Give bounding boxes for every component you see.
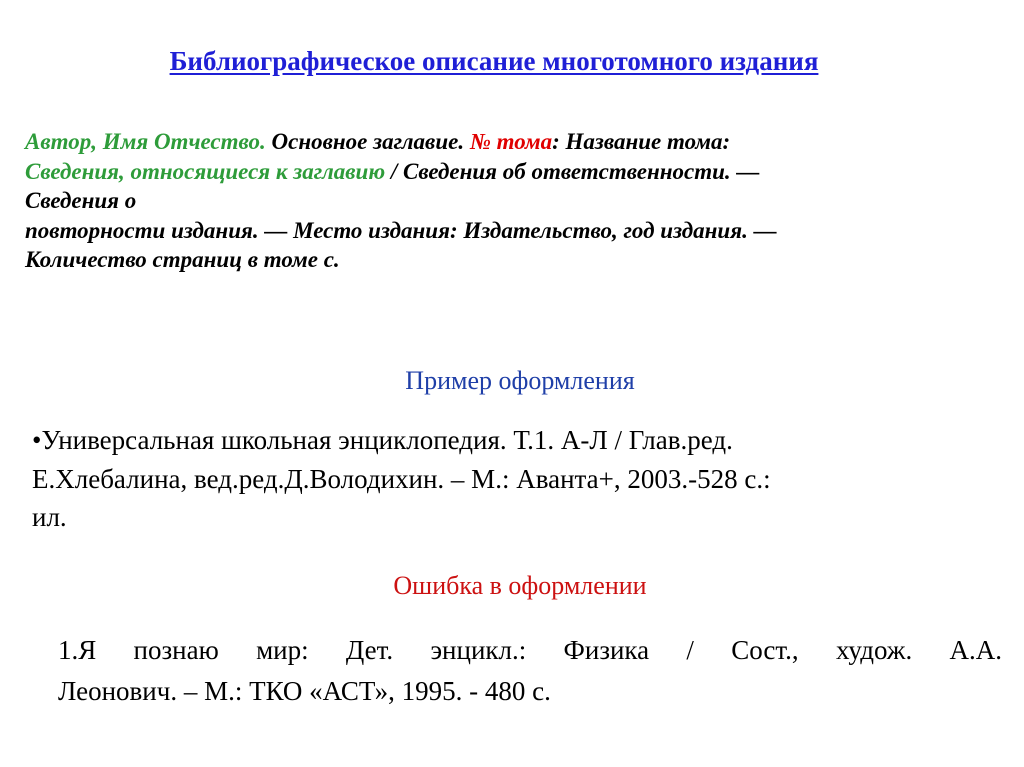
example-line: Е.Хлебалина, вед.ред.Д.Володихин. – М.: Аванта+, 2003.-528 с.:: [32, 463, 771, 494]
example-entry: [32, 421, 982, 537]
template-main-title: Основное заглавие.: [265, 129, 470, 154]
template-volume-number: № тома: [469, 129, 553, 154]
template-line-5: Количество страниц в томе с.: [25, 247, 340, 272]
bibliographic-template: [25, 127, 985, 275]
template-line-3: Сведения о: [25, 188, 137, 213]
example-line: •Универсальная школьная энциклопедия. Т.1. А-Л / Глав.ред.: [32, 425, 733, 455]
example-heading: Пример оформления: [405, 366, 635, 395]
error-line: Леонович. – М.: ТКО «АСТ», 1995. - 480 с.: [58, 676, 551, 706]
template-responsibility: / Сведения об ответственности. —: [385, 158, 760, 184]
example-line: ил.: [32, 502, 67, 532]
template-volume-title: : Название тома:: [552, 129, 731, 154]
template-author: Автор, Имя Отчество.: [25, 129, 266, 154]
template-title-info: Сведения, относящиеся к заглавию: [25, 158, 386, 184]
slide-title: Библиографическое описание многотомного издания: [169, 46, 819, 76]
error-entry: [58, 630, 1002, 712]
error-line: 1.Я познаю мир: Дет. энцикл.: Физика / Сост., худож. А.А.: [58, 635, 1002, 665]
template-line-4: повторности издания. — Место издания: Издательство, год издания. —: [25, 217, 777, 243]
template-line-2: [25, 157, 985, 187]
template-line-1: [25, 127, 985, 157]
error-heading: Ошибка в оформлении: [393, 571, 647, 600]
